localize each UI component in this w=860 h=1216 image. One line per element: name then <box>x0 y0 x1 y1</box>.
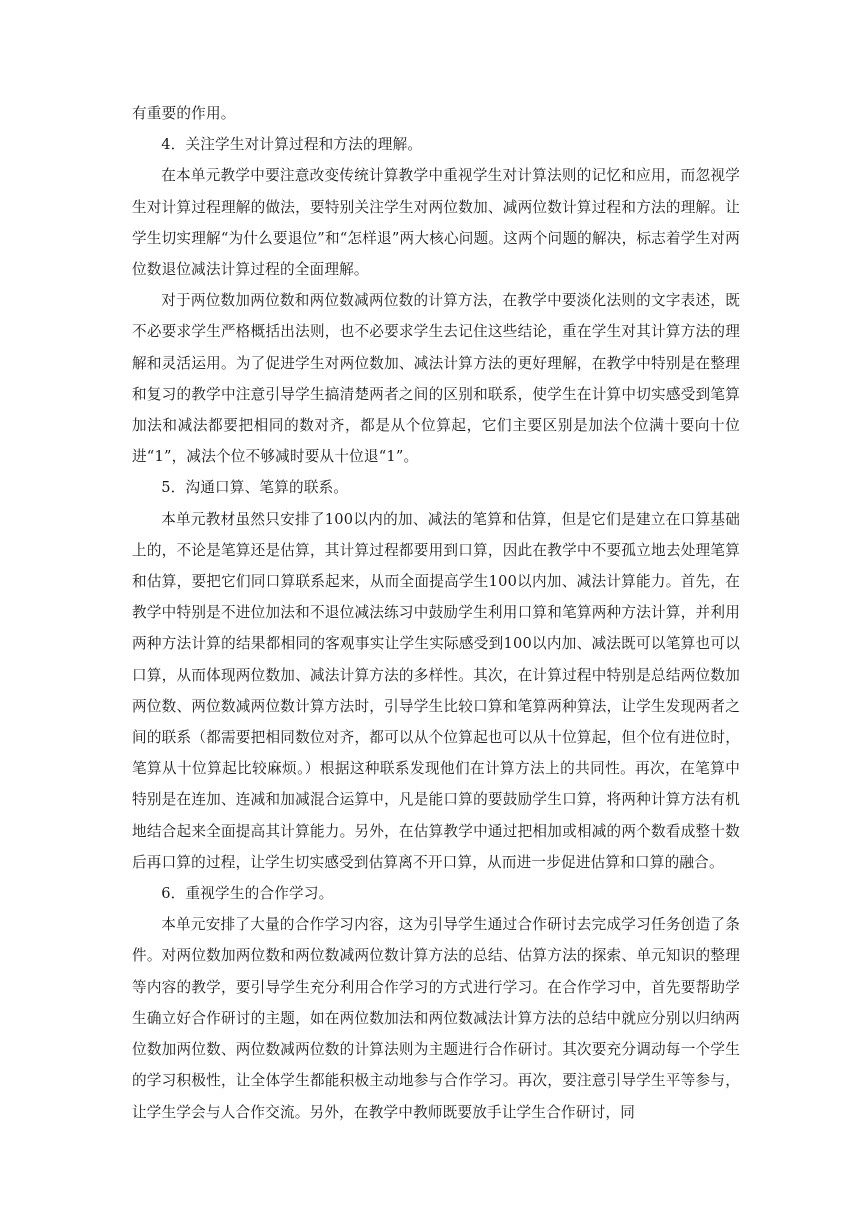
section-heading-5: 5．沟通口算、笔算的联系。 <box>161 479 349 497</box>
paragraph-calc-method: 对于两位数加两位数和两位数减两位数的计算方法，在教学中要淡化法则的文字表述，既不必要求学生严格概括出法则，也不必要求学生去记住这些结论，重在学生对其计算方法的理解和灵活运用。为了促进学生对两位数加、减法计算方法的更好理解，在教学中特别是在整理和复习的教学中注意引导学生搞清楚两者之间的区别和联系，使学生在计算中切实感受到笔算加法和减法都要把相同的数对齐，都是从个位算起，它们主要区别是加法个位满十要向十位进“1”，减法个位不够减时要从十位退“1”。 <box>132 292 740 466</box>
paragraph-cooperative-learning: 本单元安排了大量的合作学习内容，这为引导学生通过合作研讨去完成学习任务创造了条件。对两位数加两位数和两位数减两位数计算方法的总结、估算方法的探索、单元知识的整理等内容的教学，要引导学生充分利用合作学习的方式进行学习。在合作学习中，首先要帮助学生确立好合作研讨的主题，如在两位数加法和两位数减法计算方法的总结中就应分别以归纳两位数加两位数、两位数减两位数的计算法则为主题进行合作研讨。其次要充分调动每一个学生的学习积极性，让全体学生都能积极主动地参与合作学习。再次，要注意引导学生平等参与，让学生学会与人合作交流。另外，在教学中教师既要放手让学生合作研讨，同 <box>132 916 740 1121</box>
section-heading-6: 6．重视学生的合作学习。 <box>161 885 334 903</box>
document-page <box>132 98 740 1128</box>
paragraph-calc-process: 在本单元教学中要注意改变传统计算教学中重视学生对计算法则的记忆和应用，而忽视学生对计算过程理解的做法，要特别关注学生对两位数加、减两位数计算过程和方法的理解。让学生切实理解“为什么要退位”和“怎样退”两大核心问题。这两个问题的解决，标志着学生对两位数退位减法计算过程的全面理解。 <box>132 167 740 279</box>
paragraph-continuation: 有重要的作用。 <box>132 105 236 122</box>
section-heading-4: 4．关注学生对计算过程和方法的理解。 <box>161 136 423 154</box>
paragraph-oral-written: 本单元教材虽然只安排了100以内的加、减法的笔算和估算，但是它们是建立在口算基础上的，不论是笔算还是估算，其计算过程都要用到口算，因此在教学中不要孤立地去处理笔算和估算，要把它们同口算联系起来，从而全面提高学生100以内加、减法计算能力。首先，在教学中特别是不进位加法和不退位减法练习中鼓励学生利用口算和笔算两种方法计算，并利用两种方法计算的结果都相同的客观事实让学生实际感受到100以内加、减法既可以笔算也可以口算，从而体现两位数加、减法计算方法的多样性。其次，在计算过程中特别是总结两位数加两位数、两位数减两位数计算方法时，引导学生比较口算和笔算两种算法，让学生发现两者之间的联系（都需要把相同数位对齐，都可以从个位算起也可以从十位算起，但个位有进位时，笔算从十位算起比较麻烦。）根据这种联系发现他们在计算方法上的共同性。再次，在笔算中特别是在连加、连减和加减混合运算中，凡是能口算的要鼓励学生口算，将两种计算方法有机地结合起来全面提高其计算能力。另外，在估算教学中通过把相加或相减的两个数看成整十数后再口算的过程，让学生切实感受到估算离不开口算，从而进一步促进估算和口算的融合。 <box>132 510 740 871</box>
